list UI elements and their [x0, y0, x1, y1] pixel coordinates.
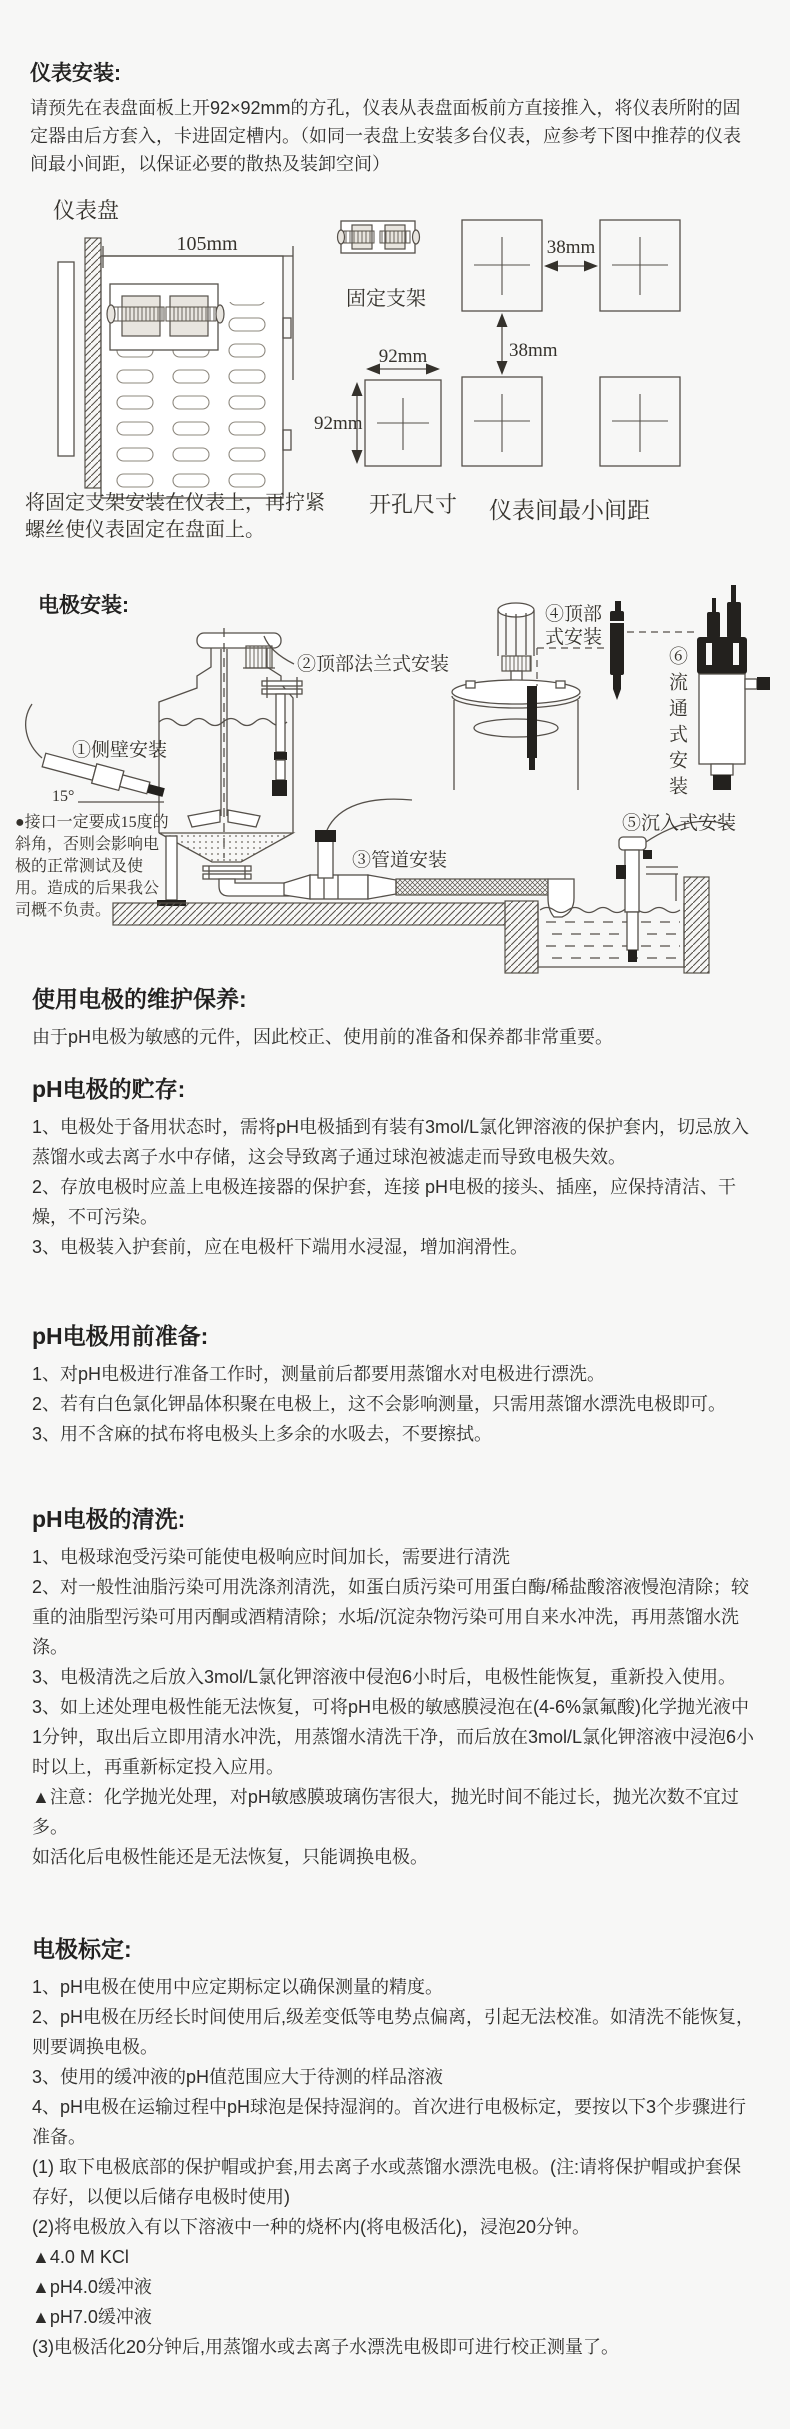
meter-install-title: 仪表安装: — [30, 62, 121, 85]
paragraph: 1、pH电极在使用中应定期标定以确保测量的精度。 — [32, 1976, 444, 1997]
bracket-label: 固定支架 — [346, 288, 426, 310]
panel-label: 仪表盘 — [53, 198, 120, 223]
tank-drawing — [157, 628, 310, 906]
top-mount-label-line1: ④顶部 — [545, 604, 603, 625]
flow-through-cell — [697, 585, 770, 790]
svg-text:105mm: 105mm — [176, 233, 238, 255]
angle-15-label: 15° — [52, 788, 75, 805]
paragraph: ▲pH4.0缓冲液 — [32, 2276, 152, 2297]
paragraph: 由于pH电极为敏感的元件，因此校正、使用前的准备和保养都非常重要。 — [32, 1026, 614, 1047]
meter-install-body: 请预先在表盘面板上开92×92mm的方孔，仪表从表盘面板前方直接推入，将仪表所附的固定器由后方套入，卡进固定槽内。（如同一表盘上安装多台仪表，应参考下图中推荐的仪表间最小间距，以保证必要的散热及装卸空间） — [30, 98, 741, 174]
paragraph: 2、对一般性油脂污染可用洗涤剂清洗，如蛋白质污染可用蛋白酶/稀盐酸溶液慢泡清除；较重的油脂型污染可用丙酮或酒精清除；水垢/沉淀杂物污染可用自来水冲洗，再用蒸馏水洗涤。 — [32, 1576, 750, 1657]
top-mount-label-line2: 式安装 — [545, 627, 603, 648]
hole-caption: 开孔尺寸 — [369, 492, 458, 517]
side-wall-label: ①侧壁安装 — [72, 740, 168, 761]
section-title: 电极标定: — [32, 1936, 132, 1962]
bracket-on-meter — [107, 284, 224, 350]
svg-text:92mm: 92mm — [314, 413, 363, 434]
paragraph: 1、电极球泡受污染可能使电极响应时间加长，需要进行清洗 — [32, 1546, 511, 1567]
section-storage — [32, 1075, 758, 1262]
paragraph: 4、pH电极在运输过程中pH球泡是保持湿润的。首次进行电极标定，要按以下3个步骤进行准备。 — [32, 2096, 747, 2147]
dim-38mm-horizontal — [544, 237, 598, 272]
section-preparation — [32, 1322, 758, 1449]
svg-text:38mm: 38mm — [546, 237, 596, 258]
dim-38mm-vertical — [497, 313, 558, 375]
section-title: pH电极的贮存: — [32, 1076, 186, 1102]
section-maintenance — [32, 985, 758, 1052]
paragraph: 2、若有白色氯化钾晶体积聚在电极上，这不会影响测量，只需用蒸馏水漂洗电极即可。 — [32, 1393, 727, 1414]
paragraph: 3、电极清洗之后放入3mol/L氯化钾溶液中侵泡6小时后，电极性能恢复，重新投入使用。 — [32, 1666, 737, 1687]
paragraph: 1、对pH电极进行准备工作时，测量前后都要用蒸馏水对电极进行漂洗。 — [32, 1363, 606, 1384]
paragraph: (1) 取下电极底部的保护帽或护套,用去离子水或蒸馏水漂洗电极。(注:请将保护帽或护套保存好，以便以后储存电极时使用) — [32, 2156, 741, 2207]
bracket-widget — [338, 221, 420, 253]
svg-text:38mm: 38mm — [509, 340, 558, 361]
section-title: pH电极的清洗: — [32, 1506, 186, 1532]
paragraph: (2)将电极放入有以下溶液中一种的烧杯内(将电极活化)，浸泡20分钟。 — [32, 2216, 591, 2237]
dim-92mm-vertical — [314, 382, 363, 464]
paragraph: 2、存放电极时应盖上电极连接器的保护套，连接 pH电极的接头、插座，应保持清洁、干燥，不可污染。 — [32, 1176, 737, 1227]
mount-note-line2: 螺丝使仪表固定在盘面上。 — [25, 519, 265, 541]
mount-note-line1: 将固定支架安装在仪表上，再拧紧 — [25, 492, 325, 514]
meter-install-diagram — [0, 150, 790, 550]
paragraph: 3、使用的缓冲液的pH值范围应大于待测的样品溶液 — [32, 2066, 444, 2087]
section-title: pH电极用前准备: — [32, 1323, 209, 1349]
top-flange-label: ②顶部法兰式安装 — [297, 654, 450, 675]
paragraph: ▲pH7.0缓冲液 — [32, 2306, 152, 2327]
angle-note: ●接口一定要成15度的斜角，否则会影响电极的正常测试及使用。造成的后果我公司概不负责。 — [15, 814, 169, 919]
svg-text:92mm: 92mm — [378, 346, 428, 367]
paragraph: 如活化后电极性能还是无法恢复，只能调换电极。 — [32, 1846, 428, 1867]
paragraph: (3)电极活化20分钟后,用蒸馏水或去离子水漂洗电极即可进行校正测量了。 — [32, 2336, 620, 2357]
submersion-electrode — [616, 821, 731, 962]
paragraph: 1、电极处于备用状态时，需将pH电极插到有装有3mol/L氯化钾溶液的保护套内，切忌放入蒸馏水或去离子水中存储，这会导致离子通过球泡被滤走而导致电极失效。 — [32, 1116, 750, 1167]
dim-92mm-horizontal — [366, 346, 440, 375]
section-cleaning — [32, 1505, 758, 1872]
section-calibration — [32, 1935, 758, 2362]
electrode-install-title: 电极安装: — [38, 594, 129, 617]
paragraph: 3、用不含麻的拭布将电极头上多余的水吸去，不要擦拭。 — [32, 1423, 493, 1444]
submersion-label: ⑤沉入式安装 — [622, 813, 737, 834]
paragraph: 3、电极装入护套前，应在电极杆下端用水浸湿，增加润滑性。 — [32, 1236, 529, 1257]
spacing-caption: 仪表间最小间距 — [489, 498, 650, 523]
paragraph: 2、pH电极在历经长时间使用后,级差变低等电势点偏离，引起无法校准。如清洗不能恢复，则要调换电极。 — [32, 2006, 755, 2057]
paragraph: ▲4.0 M KCl — [32, 2246, 129, 2267]
paragraph: ▲注意：化学抛光处理，对pH敏感膜玻璃伤害很大，抛光时间不能过长，抛光次数不宜过多。 — [32, 1786, 739, 1837]
section-title: 使用电极的维护保养: — [32, 986, 247, 1012]
paragraph: 3、如上述处理电极性能无法恢复，可将pH电极的敏感膜浸泡在(4-6%氯氟酸)化学抛光液中1分钟，取出后立即用清水冲洗，用蒸馏水清洗干净，而后放在3mol/L氯化钾溶液中浸泡6小时以上，再重新标定投入应用。 — [32, 1696, 755, 1777]
pipeline-label: ③管道安装 — [352, 850, 448, 871]
flow-through-label: ⑥流通式安装 — [666, 646, 687, 802]
meter-side-view — [58, 233, 293, 498]
